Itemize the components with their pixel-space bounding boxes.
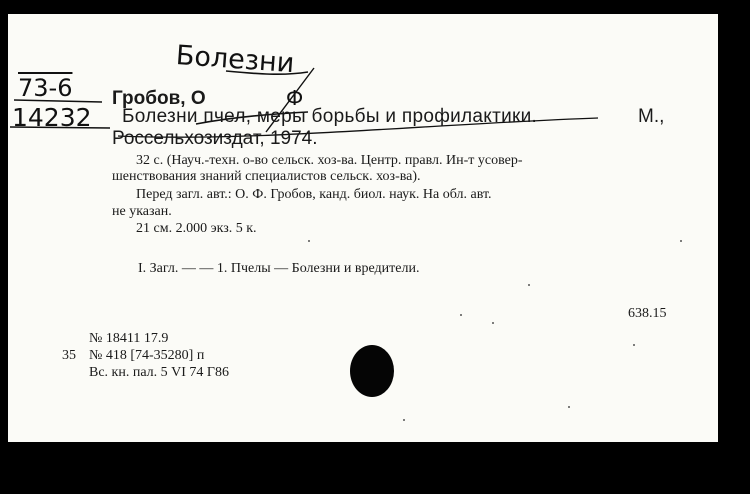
registry-line-2: № 418 [74-35280] п <box>89 348 205 363</box>
note-line-2: не указан. <box>112 204 172 219</box>
registry-line-1: № 18411 17.9 <box>89 331 169 346</box>
publisher-line: Россельхозиздат, 1974. <box>112 128 318 149</box>
handwritten-mark: Ф <box>286 86 304 110</box>
note-line-1: Перед загл. авт.: О. Ф. Гробов, канд. биол. наук. На обл. авт. <box>136 187 492 202</box>
pagination-line-1: 32 с. (Науч.-техн. о-во сельск. хоз-ва. Центр. правл. Ин-т усовер- <box>136 153 523 168</box>
format-line: 21 см. 2.000 экз. 5 к. <box>136 221 257 236</box>
scan-speck <box>308 240 310 242</box>
scan-speck <box>633 344 635 346</box>
pagination-line-2: шенствования знаний специалистов сельск. хоз-ва). <box>112 169 421 184</box>
registry-line-2-prefix: 35 <box>62 348 76 363</box>
scan-speck <box>492 322 494 324</box>
handwritten-shelf-top: 73-6 <box>18 74 73 102</box>
scan-speck <box>528 284 530 286</box>
tracing-line: I. Загл. — — 1. Пчелы — Болезни и вредители. <box>138 261 420 276</box>
author-heading: Гробов, О <box>112 88 206 109</box>
scan-speck <box>460 314 462 316</box>
handwritten-shelf-bottom: 14232 <box>12 103 92 132</box>
scan-speck <box>403 419 405 421</box>
scan-speck <box>680 240 682 242</box>
registry-line-3: Вс. кн. пал. 5 VI 74 Г86 <box>89 365 230 380</box>
title-line: Болезни пчел, меры борьбы и профилактики. <box>122 106 538 127</box>
handwritten-subject: Болезни <box>174 40 296 80</box>
catalog-card <box>8 14 718 442</box>
scan-speck <box>568 406 570 408</box>
punch-hole <box>350 345 394 397</box>
place-of-publication: М., <box>638 106 665 127</box>
classification-number: 638.15 <box>628 306 667 321</box>
